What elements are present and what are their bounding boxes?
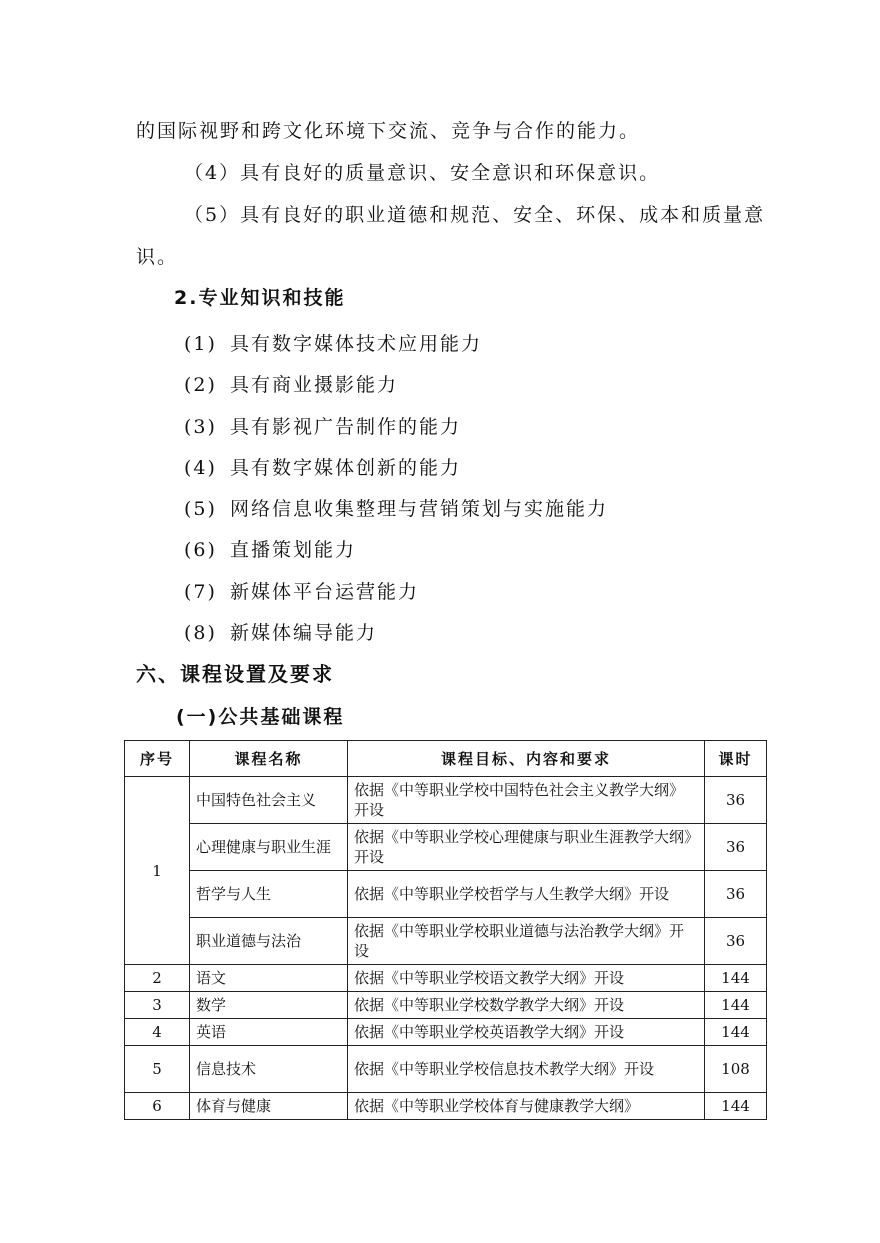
- course-table: [124, 740, 767, 1120]
- paragraph-line: （4）具有良好的质量意识、安全意识和环保意识。: [184, 162, 661, 184]
- course-name: 信息技术: [190, 1046, 348, 1093]
- course-hours: 144: [705, 1019, 767, 1046]
- skill-number: (6): [184, 539, 217, 561]
- table-row: [125, 1019, 767, 1046]
- skill-text: 具有影视广告制作的能力: [230, 416, 462, 438]
- header-hours: 课时: [705, 741, 767, 777]
- skill-item: [184, 537, 356, 563]
- row-seq: 4: [125, 1019, 190, 1046]
- skill-number: (4): [184, 457, 217, 479]
- course-hours: 36: [705, 871, 767, 918]
- skill-text: 具有数字媒体技术应用能力: [230, 333, 483, 355]
- skill-number: (1): [184, 333, 217, 355]
- course-name: 哲学与人生: [190, 871, 348, 918]
- header-seq: 序号: [125, 741, 190, 777]
- course-description: 依据《中等职业学校中国特色社会主义教学大纲》开设: [348, 777, 705, 824]
- course-name: 体育与健康: [190, 1093, 348, 1120]
- skill-number: (8): [184, 622, 217, 644]
- row-seq: 3: [125, 992, 190, 1019]
- course-hours: 144: [705, 1093, 767, 1120]
- skills-heading: 2.专业知识和技能: [174, 287, 346, 309]
- skill-item: [184, 372, 398, 398]
- table-row: [125, 1046, 767, 1093]
- course-description: 依据《中等职业学校英语教学大纲》开设: [348, 1019, 705, 1046]
- row-seq: 2: [125, 965, 190, 992]
- course-description: 依据《中等职业学校体育与健康教学大纲》: [348, 1093, 705, 1120]
- paragraph-line: 的国际视野和跨文化环境下交流、竞争与合作的能力。: [136, 120, 641, 142]
- skill-number: (3): [184, 416, 217, 438]
- course-hours: 144: [705, 992, 767, 1019]
- course-hours: 36: [705, 777, 767, 824]
- skill-number: (5): [184, 498, 217, 520]
- paragraph-line: 识。: [136, 246, 179, 268]
- skill-item: [184, 579, 419, 605]
- skill-text: 新媒体编导能力: [230, 622, 378, 644]
- course-description: 依据《中等职业学校哲学与人生教学大纲》开设: [348, 871, 705, 918]
- table-row: [125, 992, 767, 1019]
- course-name: 语文: [190, 965, 348, 992]
- skill-item: [184, 620, 377, 646]
- skill-text: 新媒体平台运营能力: [230, 581, 420, 603]
- row-seq: 5: [125, 1046, 190, 1093]
- course-description: 依据《中等职业学校数学教学大纲》开设: [348, 992, 705, 1019]
- row-seq: 6: [125, 1093, 190, 1120]
- table-row: [125, 871, 767, 918]
- skill-text: 网络信息收集整理与营销策划与实施能力: [230, 498, 609, 520]
- header-description: 课程目标、内容和要求: [348, 741, 705, 777]
- table-row: [125, 777, 767, 824]
- course-hours: 36: [705, 918, 767, 965]
- section-heading: 六、课程设置及要求: [136, 662, 334, 686]
- course-description: 依据《中等职业学校语文教学大纲》开设: [348, 965, 705, 992]
- course-description: 依据《中等职业学校心理健康与职业生涯教学大纲》开设: [348, 824, 705, 871]
- course-description: 依据《中等职业学校信息技术教学大纲》开设: [348, 1046, 705, 1093]
- table-row: [125, 918, 767, 965]
- table-row: [125, 1093, 767, 1120]
- header-course-name: 课程名称: [190, 741, 348, 777]
- course-name: 职业道德与法治: [190, 918, 348, 965]
- skill-number: (7): [184, 581, 217, 603]
- skill-text: 具有数字媒体创新的能力: [230, 457, 462, 479]
- course-hours: 108: [705, 1046, 767, 1093]
- skill-item: [184, 455, 461, 481]
- course-hours: 36: [705, 824, 767, 871]
- course-name: 英语: [190, 1019, 348, 1046]
- course-description: 依据《中等职业学校职业道德与法治教学大纲》开设: [348, 918, 705, 965]
- row-seq: 1: [125, 777, 190, 965]
- course-hours: 144: [705, 965, 767, 992]
- subsection-heading: (一)公共基础课程: [176, 706, 345, 728]
- course-name: 数学: [190, 992, 348, 1019]
- table-row: [125, 824, 767, 871]
- course-name: 中国特色社会主义: [190, 777, 348, 824]
- skill-number: (2): [184, 374, 217, 396]
- table-header-row: [125, 741, 767, 777]
- skill-item: [184, 496, 608, 522]
- skill-text: 直播策划能力: [230, 539, 357, 561]
- skill-item: [184, 331, 482, 357]
- skill-item: [184, 414, 461, 440]
- table-row: [125, 965, 767, 992]
- paragraph-line: （5）具有良好的职业道德和规范、安全、环保、成本和质量意: [184, 204, 766, 226]
- course-name: 心理健康与职业生涯: [190, 824, 348, 871]
- skill-text: 具有商业摄影能力: [230, 374, 399, 396]
